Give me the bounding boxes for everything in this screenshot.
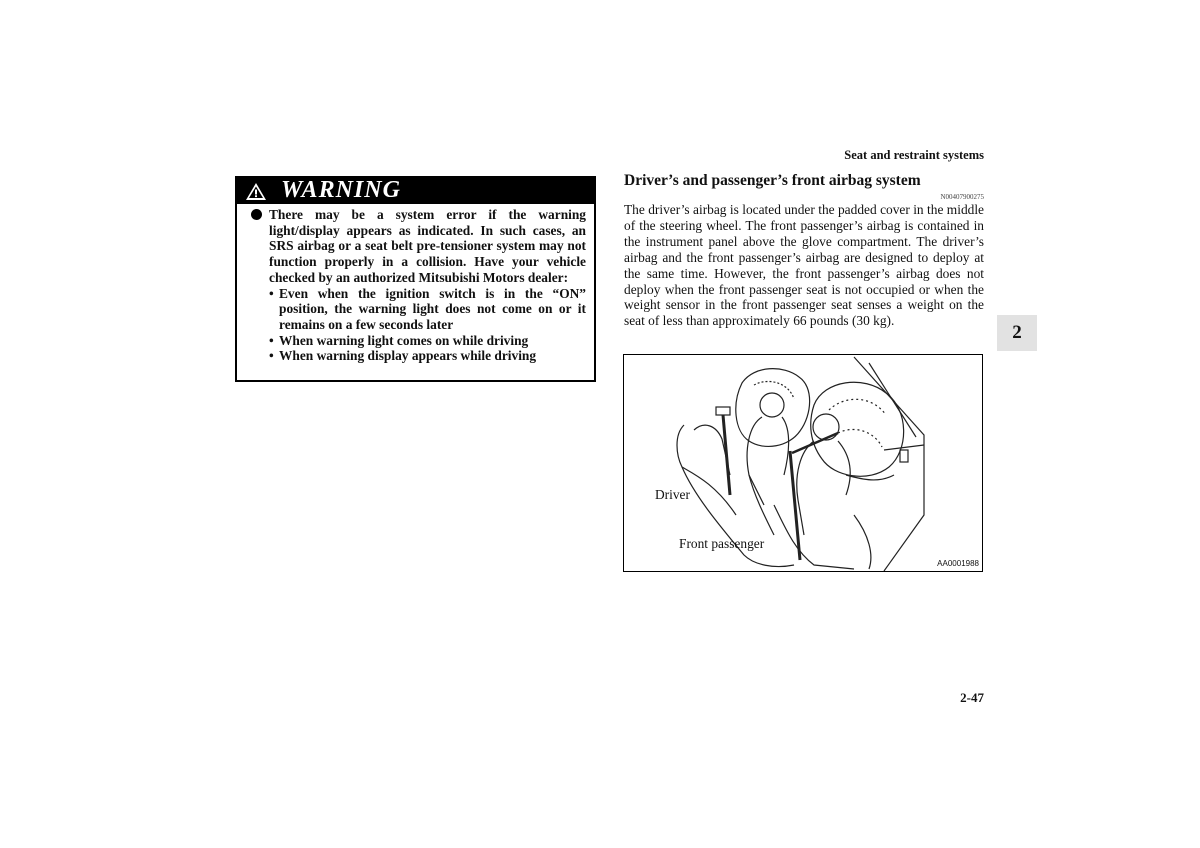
warning-triangle-icon [245, 182, 267, 201]
warning-sub-item: • Even when the ignition switch is in the “ON” position, the warning light does not come on or it remains on a few seconds later [269, 285, 586, 332]
running-header: Seat and restraint systems [844, 148, 984, 162]
warning-banner [237, 178, 594, 204]
warning-sub-text: When warning light comes on while driving [279, 332, 529, 348]
warning-sub-item: • When warning light comes on while driving [269, 332, 529, 348]
section-body: The driver’s airbag is located under the padded cover in the middle of the steering wheel. The front passenger’s airbag is contained in the instrument panel above the glove compartment. The driver’s airbag and the front passenger’s airbag are designed to deploy at the same time. However, the front passenger’s airbag does not deploy when the front passenger seat is not occupied or when the weight sensor in the front passenger seat senses a weight on the seat of less than approximately 66 pounds (30 kg). [624, 202, 984, 329]
warning-sub-text: When warning display appears while driving [279, 348, 537, 364]
airbag-illustration [623, 354, 983, 572]
section-code: N00407900275 [940, 193, 984, 201]
warning-main-text: There may be a system error if the warning light/display appears as indicated. In such cases, an SRS airbag or a seat belt pre-tensioner system may not function properly in a collision. Have your vehicle checked by an authorized Mitsubishi Motors dealer: [269, 207, 586, 285]
airbag-drawing [624, 355, 982, 571]
driver-label: Driver [655, 487, 690, 502]
page-number: 2-47 [960, 690, 984, 705]
warning-sub-text: Even when the ignition switch is in the “ON” position, the warning light does not come on or it remains on a few seconds later [279, 285, 586, 332]
figure-id: AA0001988 [937, 559, 979, 568]
section-title: Driver’s and passenger’s front airbag system [624, 172, 921, 189]
warning-main-item [249, 207, 586, 286]
warning-sub-item: • When warning display appears while driving [269, 348, 537, 364]
warning-sub-list [249, 286, 586, 365]
warning-body [249, 207, 586, 364]
bullet-dot-icon [251, 209, 262, 220]
warning-title: WARNING [281, 177, 401, 203]
chapter-tab: 2 [997, 315, 1037, 351]
front-passenger-label: Front passenger [679, 536, 765, 551]
warning-box [235, 176, 596, 382]
